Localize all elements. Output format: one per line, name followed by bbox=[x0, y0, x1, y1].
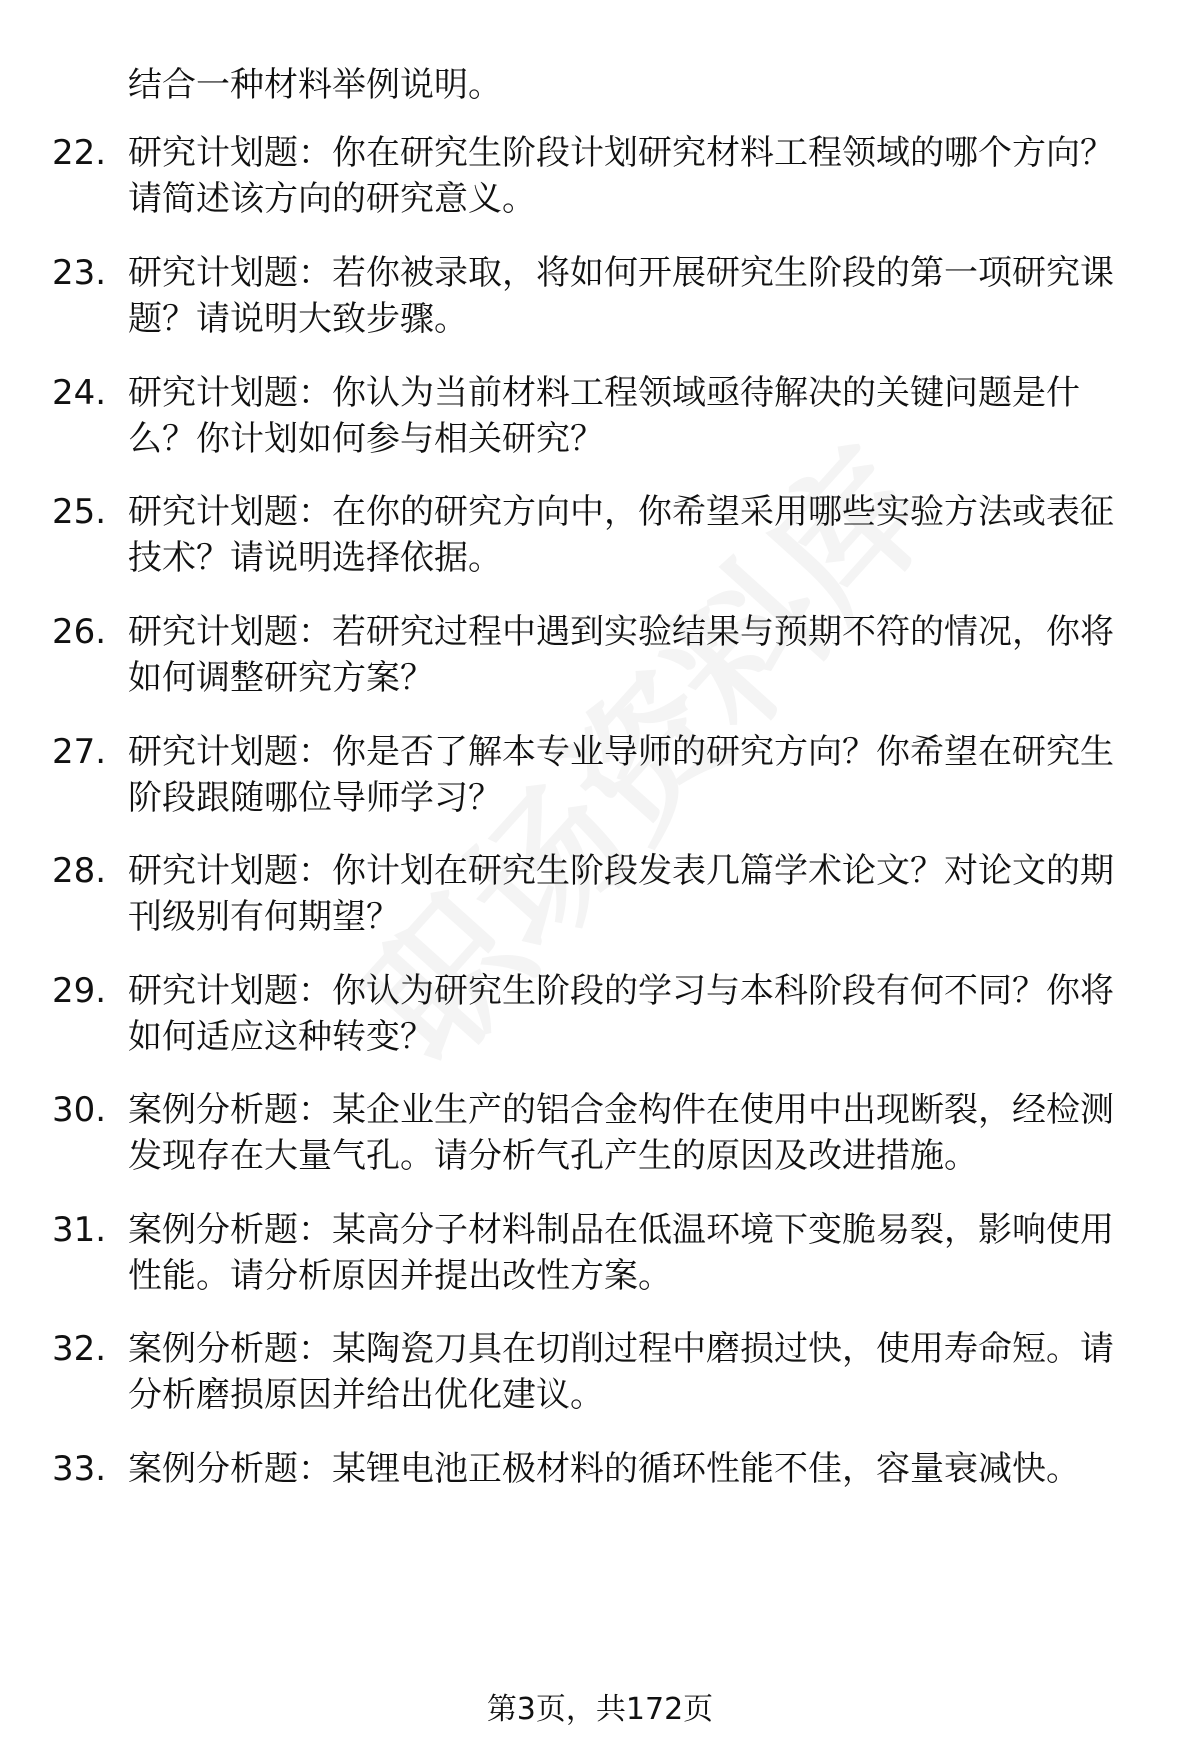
question-number: 32. bbox=[52, 1329, 107, 1369]
question-text: 研究计划题：你认为研究生阶段的学习与本科阶段有何不同？你将如何适应这种转变？ bbox=[128, 971, 1114, 1057]
question-text: 案例分析题：某陶瓷刀具在切削过程中磨损过快，使用寿命短。请分析磨损原因并给出优化建议。 bbox=[128, 1329, 1114, 1415]
question-text: 研究计划题：你在研究生阶段计划研究材料工程领域的哪个方向？请简述该方向的研究意义。 bbox=[128, 133, 1114, 219]
continuation-text: 结合一种材料举例说明。 bbox=[128, 65, 502, 105]
question-number: 25. bbox=[52, 492, 107, 532]
question-text: 研究计划题：在你的研究方向中，你希望采用哪些实验方法或表征技术？请说明选择依据。 bbox=[128, 492, 1114, 578]
question-number: 33. bbox=[52, 1449, 107, 1489]
question-number: 22. bbox=[52, 133, 107, 173]
question-text: 研究计划题：你认为当前材料工程领域亟待解决的关键问题是什么？你计划如何参与相关研究？ bbox=[128, 373, 1080, 459]
question-number: 26. bbox=[52, 612, 107, 652]
question-text: 案例分析题：某高分子材料制品在低温环境下变脆易裂，影响使用性能。请分析原因并提出改性方案。 bbox=[128, 1210, 1114, 1296]
question-text: 研究计划题：若研究过程中遇到实验结果与预期不符的情况，你将如何调整研究方案？ bbox=[128, 612, 1114, 698]
question-number: 31. bbox=[52, 1210, 107, 1250]
question-text: 研究计划题：若你被录取，将如何开展研究生阶段的第一项研究课题？请说明大致步骤。 bbox=[128, 253, 1114, 339]
question-number: 27. bbox=[52, 732, 107, 772]
page-footer: 第3页，共172页 bbox=[486, 1692, 714, 1727]
question-text: 研究计划题：你是否了解本专业导师的研究方向？你希望在研究生阶段跟随哪位导师学习？ bbox=[128, 732, 1114, 818]
question-text: 研究计划题：你计划在研究生阶段发表几篇学术论文？对论文的期刊级别有何期望？ bbox=[128, 851, 1114, 937]
question-number: 28. bbox=[52, 851, 107, 891]
question-text: 案例分析题：某企业生产的铝合金构件在使用中出现断裂，经检测发现存在大量气孔。请分析气孔产生的原因及改进措施。 bbox=[128, 1090, 1114, 1176]
question-number: 24. bbox=[52, 373, 107, 413]
question-number: 29. bbox=[52, 971, 107, 1011]
question-text: 案例分析题：某锂电池正极材料的循环性能不佳，容量衰减快。 bbox=[128, 1449, 1080, 1489]
question-number: 30. bbox=[52, 1090, 107, 1130]
question-number: 23. bbox=[52, 253, 107, 293]
